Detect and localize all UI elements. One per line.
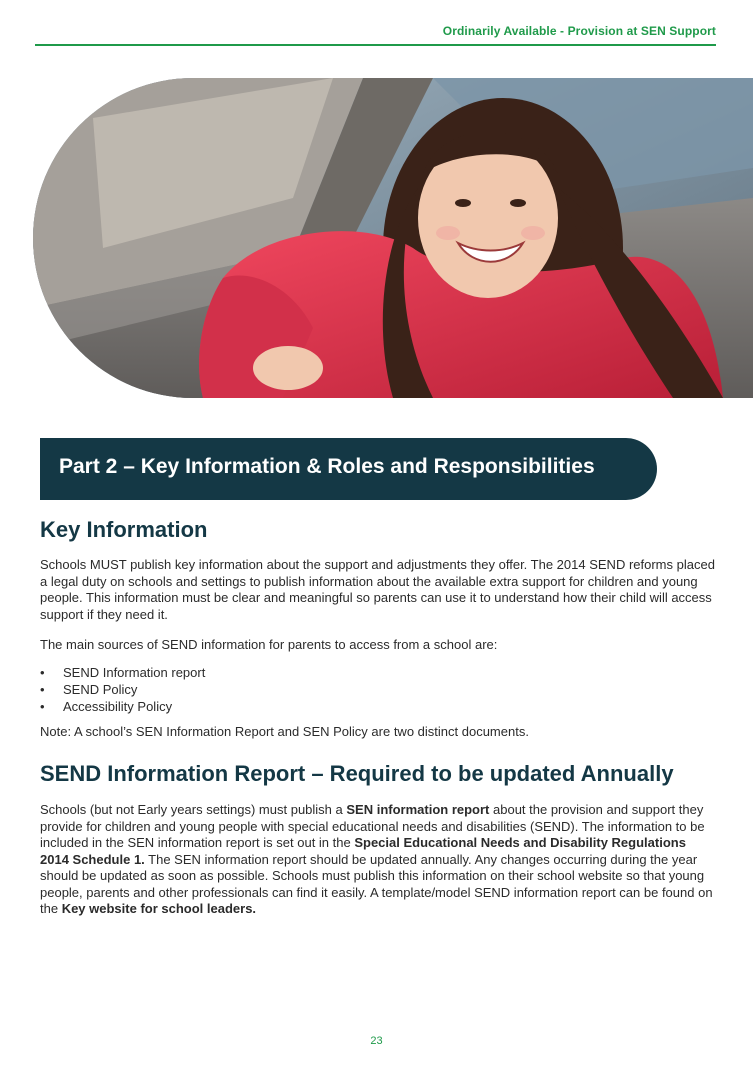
main-content <box>40 516 718 918</box>
bullet-icon: • <box>40 698 45 714</box>
send-report-text-1: Schools (but not Early years settings) must publish a <box>40 802 347 817</box>
hero-illustration <box>33 78 753 398</box>
send-report-text-3: The SEN information report should be updated annually. Any changes occurring during the year should be updated as soon as possible. Schools must publish this information on their school website so that young people, parents and other professionals can find it easily. A template/model SEND information report can be found on the <box>40 851 713 916</box>
sources-list <box>40 664 718 715</box>
send-report-heading: SEND Information Report – Required to be updated Annually <box>40 761 674 786</box>
hero-photo <box>33 78 753 398</box>
note-text: Note: A school’s SEN Information Report and SEN Policy are two distinct documents. <box>40 723 529 739</box>
list-item-label: SEND Policy <box>63 681 138 697</box>
regulations-reference: Special Educational Needs and Disability Regulations 2014 Schedule 1. <box>40 835 686 867</box>
bullet-icon: • <box>40 664 45 680</box>
list-item-label: SEND Information report <box>63 664 206 680</box>
key-information-heading: Key Information <box>40 517 208 542</box>
send-report-paragraph <box>40 802 718 918</box>
section-title: Part 2 – Key Information & Roles and Responsibilities <box>59 455 595 478</box>
section-banner <box>40 438 657 500</box>
list-item <box>40 681 718 698</box>
key-website-reference: Key website for school leaders. <box>61 901 257 916</box>
send-report-text-2: about the provision and support they provide for children and young people with special educational needs and disabilities (SEND). The information to be included in the SEN information report is set out in the <box>40 802 705 850</box>
bullet-icon: • <box>40 681 45 697</box>
list-item-label: Accessibility Policy <box>63 698 173 714</box>
sources-intro: The main sources of SEND information for parents to access from a school are: <box>40 637 498 652</box>
running-header-title: Ordinarily Available - Provision at SEN Support <box>442 24 716 38</box>
list-item <box>40 664 718 681</box>
sen-information-report-term: SEN information report <box>346 802 490 817</box>
key-information-intro: Schools MUST publish key information about the support and adjustments they offer. The 2014 SEND reforms placed a legal duty on schools and settings to publish information about the available extra support for children and young people. This information must be clear and meaningful so parents can use it to understand how their child will access support if they need it. <box>40 557 715 622</box>
page-number: 23 <box>370 1035 383 1047</box>
header-rule <box>35 44 716 46</box>
list-item <box>40 698 718 715</box>
